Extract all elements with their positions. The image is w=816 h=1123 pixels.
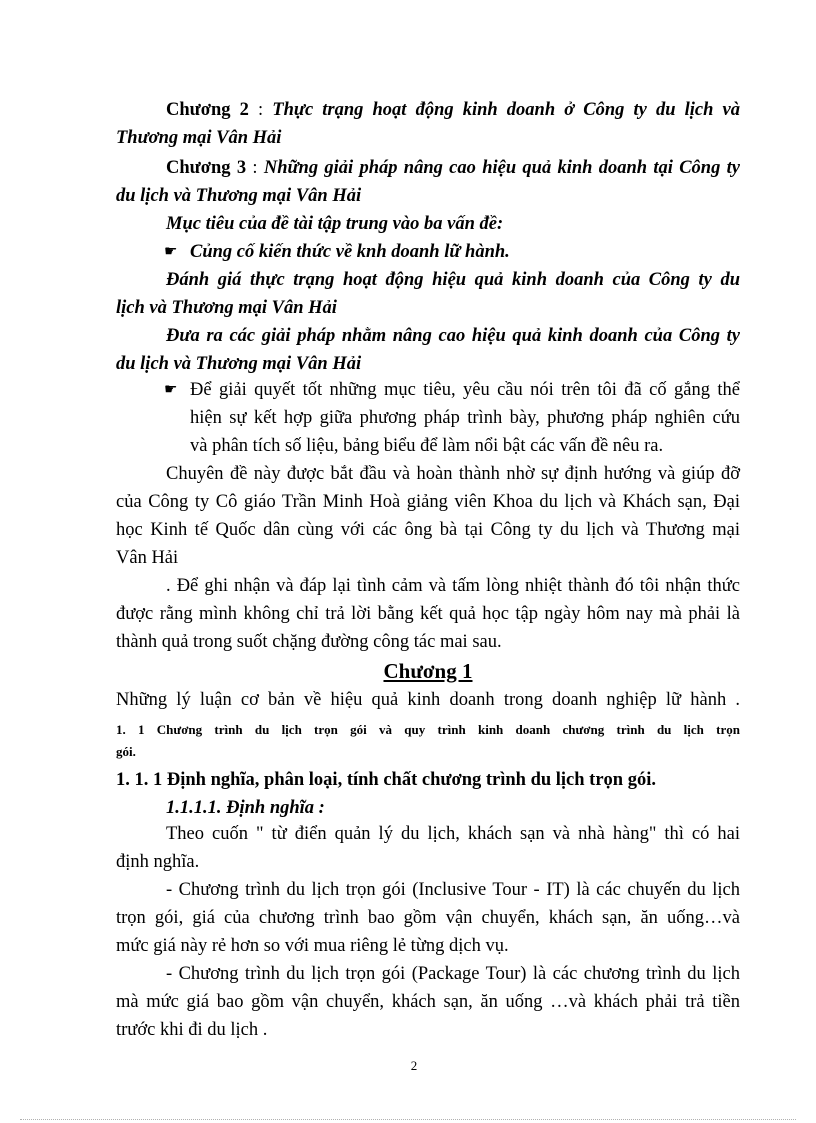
method-line-1: Để giải quyết tốt những mục tiêu, yêu cầu nói trên tôi đã cố gắng thể: [190, 380, 740, 400]
chapter-2-line-cont: Thương mại Vân Hải: [116, 128, 282, 148]
objective-2: Đánh giá thực trạng hoạt động hiệu quả kinh doanh của Công ty du: [166, 270, 740, 290]
page-number: 2: [410, 1058, 418, 1073]
chapter-3-line-cont: du lịch và Thương mại Vân Hải: [116, 186, 362, 206]
objective-3: Đưa ra các giải pháp nhằm nâng cao hiệu quả kinh doanh của Công ty: [166, 326, 740, 346]
objective-2-cont: lịch và Thương mại Vân Hải: [116, 298, 337, 318]
chapter-separator: :: [248, 100, 273, 120]
chapter-2-line: [166, 98, 740, 122]
chapter-title: Những giải pháp nâng cao hiệu quả kinh doanh tại Công ty: [263, 158, 740, 178]
chapter-1-subtitle: Những lý luận cơ bản về hiệu quả kinh doanh trong doanh nghiệp lữ hành .: [116, 690, 740, 710]
definition-intro: Theo cuốn " từ điển quản lý du lịch, khách sạn và nhà hàng" thì có hai: [166, 824, 740, 844]
thanks-line-6: được rằng mình không chỉ trả lời bằng kết quả học tập ngày hôm nay mà phải là: [116, 604, 740, 624]
thanks-line-5: . Để ghi nhận và đáp lại tình cảm và tấm lòng nhiệt thành đó tôi nhận thức: [166, 576, 740, 596]
section-1-1-1-1-heading: 1.1.1.1. Định nghĩa :: [166, 798, 325, 818]
chapter-label: Chương 2: [166, 100, 249, 120]
chapter-3-line: [166, 156, 740, 180]
thanks-line-1: Chuyên đề này được bắt đầu và hoàn thành nhờ sự định hướng và giúp đỡ: [166, 464, 740, 484]
definition-2-line-3: trước khi đi du lịch .: [116, 1020, 268, 1040]
objective-3-cont: du lịch và Thương mại Vân Hải: [116, 354, 362, 374]
definition-1-line-3: mức giá này rẻ hơn so với mua riêng lẻ từng dịch vụ.: [116, 936, 509, 956]
definition-intro-cont: định nghĩa.: [116, 852, 200, 872]
definition-2-line-2: mà mức giá bao gồm vận chuyển, khách sạn, ăn uống …và khách phải trả tiền: [116, 992, 740, 1012]
section-1-1-heading: 1. 1 Chương trình du lịch trọn gói và quy trình kinh doanh chương trình du lịch trọn: [116, 722, 740, 737]
section-1-1-1-heading: 1. 1. 1 Định nghĩa, phân loại, tính chất chương trình du lịch trọn gói.: [116, 770, 656, 790]
objectives-intro: Mục tiêu của đề tài tập trung vào ba vấn đề:: [166, 214, 504, 234]
thanks-line-2: của Công ty Cô giáo Trần Minh Hoà giảng viên Khoa du lịch và Khách sạn, Đại: [116, 492, 740, 512]
thanks-line-3: học Kinh tế Quốc dân cùng với các ông bà tại Công ty du lịch và Thương mại: [116, 520, 740, 540]
page-break-divider: [20, 1119, 796, 1120]
thanks-line-4: Vân Hải: [116, 548, 179, 568]
method-line-3: và phân tích số liệu, bảng biểu để làm nổi bật các vấn đề nêu ra.: [190, 436, 664, 456]
definition-1-line-2: trọn gói, giá của chương trình bao gồm vận chuyển, khách sạn, ăn uống…và: [116, 908, 740, 928]
section-1-1-heading-cont: gói.: [116, 744, 136, 759]
chapter-separator: :: [246, 158, 264, 178]
chapter-title: Thực trạng hoạt động kinh doanh ở Công ty du lịch và: [272, 100, 740, 120]
objective-1: Củng cố kiến thức về knh doanh lữ hành.: [190, 242, 510, 262]
chapter-1-heading: [0, 658, 816, 684]
chapter-1-title: Chương 1: [383, 659, 473, 683]
method-line-2: hiện sự kết hợp giữa phương pháp trình bày, phương pháp nghiên cứu: [190, 408, 740, 428]
pointing-hand-icon: ☛: [164, 382, 178, 398]
chapter-label: Chương 3: [166, 158, 247, 178]
thanks-line-7: thành quả trong suốt chặng đường công tác mai sau.: [116, 632, 502, 652]
pointing-hand-icon: ☛: [164, 244, 178, 260]
definition-2-line-1: - Chương trình du lịch trọn gói (Package Tour) là các chương trình du lịch: [166, 964, 740, 984]
definition-1-line-1: - Chương trình du lịch trọn gói (Inclusive Tour - IT) là các chuyến du lịch: [166, 880, 740, 900]
